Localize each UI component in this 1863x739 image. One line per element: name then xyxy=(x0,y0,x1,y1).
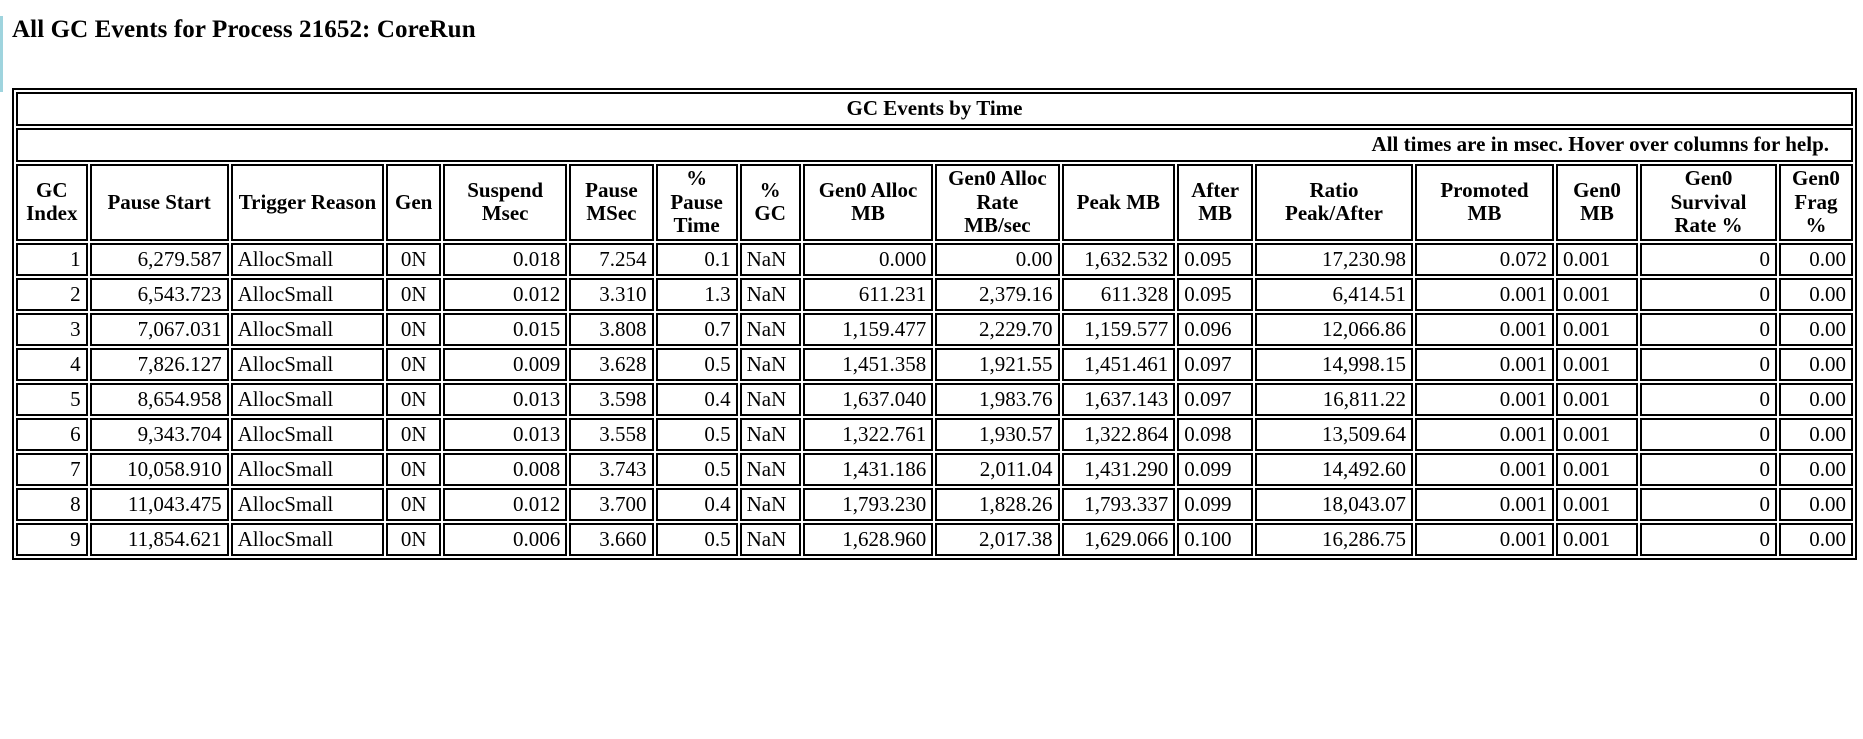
table-cell: 14,998.15 xyxy=(1255,348,1413,381)
table-cell: 0.013 xyxy=(443,383,567,416)
table-cell: 2 xyxy=(16,278,88,311)
column-header[interactable]: Gen xyxy=(386,164,441,241)
table-cell: NaN xyxy=(740,313,801,346)
table-cell: 0N xyxy=(386,243,441,276)
table-row[interactable] xyxy=(16,523,1853,556)
column-header[interactable]: % GC xyxy=(740,164,801,241)
table-cell: 0.012 xyxy=(443,278,567,311)
table-cell: 12,066.86 xyxy=(1255,313,1413,346)
table-cell: 7,826.127 xyxy=(90,348,229,381)
table-cell: 0.099 xyxy=(1177,453,1253,486)
table-cell: 0.001 xyxy=(1556,313,1638,346)
table-row[interactable] xyxy=(16,418,1853,451)
table-cell: 0.000 xyxy=(803,243,934,276)
table-cell: 2,011.04 xyxy=(935,453,1059,486)
column-header[interactable]: GC Index xyxy=(16,164,88,241)
table-cell: 5 xyxy=(16,383,88,416)
page-title: All GC Events for Process 21652: CoreRun xyxy=(12,16,476,43)
table-cell: 0.097 xyxy=(1177,383,1253,416)
table-cell: 14,492.60 xyxy=(1255,453,1413,486)
table-cell: 611.328 xyxy=(1062,278,1176,311)
table-cell: 0N xyxy=(386,453,441,486)
table-row[interactable] xyxy=(16,453,1853,486)
table-cell: 0.4 xyxy=(656,488,738,521)
table-cell: 0 xyxy=(1640,278,1777,311)
table-cell: 0 xyxy=(1640,383,1777,416)
table-cell: NaN xyxy=(740,488,801,521)
document-page xyxy=(0,16,1863,560)
table-cell: 2,229.70 xyxy=(935,313,1059,346)
table-cell: 1,159.577 xyxy=(1062,313,1176,346)
table-cell: 0.006 xyxy=(443,523,567,556)
table-cell: 1,921.55 xyxy=(935,348,1059,381)
table-banner-note: All times are in msec. Hover over columns for help. xyxy=(16,128,1853,162)
table-cell: 0N xyxy=(386,313,441,346)
table-cell: AllocSmall xyxy=(231,243,385,276)
table-cell: 1,793.337 xyxy=(1062,488,1176,521)
column-header[interactable]: Ratio Peak/After xyxy=(1255,164,1413,241)
table-cell: 1,322.864 xyxy=(1062,418,1176,451)
table-cell: 0N xyxy=(386,418,441,451)
column-header[interactable]: Pause Start xyxy=(90,164,229,241)
table-cell: 1 xyxy=(16,243,88,276)
table-cell: 0.001 xyxy=(1415,523,1554,556)
column-header[interactable]: % Pause Time xyxy=(656,164,738,241)
table-cell: 0.00 xyxy=(1779,453,1853,486)
table-cell: 0 xyxy=(1640,348,1777,381)
table-cell: 0.5 xyxy=(656,453,738,486)
table-cell: 0.1 xyxy=(656,243,738,276)
table-cell: 611.231 xyxy=(803,278,934,311)
table-cell: 0.018 xyxy=(443,243,567,276)
table-banner-note-row xyxy=(16,128,1853,162)
table-cell: 7,067.031 xyxy=(90,313,229,346)
table-cell: 1,637.040 xyxy=(803,383,934,416)
table-cell: NaN xyxy=(740,243,801,276)
column-header[interactable]: After MB xyxy=(1177,164,1253,241)
table-cell: 16,286.75 xyxy=(1255,523,1413,556)
table-cell: 0.5 xyxy=(656,418,738,451)
table-cell: 0.012 xyxy=(443,488,567,521)
table-row[interactable] xyxy=(16,488,1853,521)
table-cell: 9 xyxy=(16,523,88,556)
table-cell: 9,343.704 xyxy=(90,418,229,451)
table-cell: NaN xyxy=(740,453,801,486)
table-cell: 0.001 xyxy=(1415,348,1554,381)
table-cell: 6,279.587 xyxy=(90,243,229,276)
table-cell: AllocSmall xyxy=(231,278,385,311)
table-cell: 0.001 xyxy=(1556,523,1638,556)
gc-events-table xyxy=(12,88,1857,560)
table-cell: 1,629.066 xyxy=(1062,523,1176,556)
table-cell: 7.254 xyxy=(569,243,653,276)
table-cell: 0N xyxy=(386,488,441,521)
table-cell: 0.4 xyxy=(656,383,738,416)
column-header[interactable]: Promoted MB xyxy=(1415,164,1554,241)
table-cell: 0N xyxy=(386,278,441,311)
table-cell: 1,431.290 xyxy=(1062,453,1176,486)
table-cell: 0.00 xyxy=(1779,383,1853,416)
table-cell: 0.097 xyxy=(1177,348,1253,381)
table-cell: NaN xyxy=(740,418,801,451)
table-cell: 10,058.910 xyxy=(90,453,229,486)
table-head xyxy=(16,92,1853,241)
table-cell: 3.700 xyxy=(569,488,653,521)
table-cell: NaN xyxy=(740,348,801,381)
table-row[interactable] xyxy=(16,383,1853,416)
table-banner-title-row xyxy=(16,92,1853,126)
column-header[interactable]: Suspend Msec xyxy=(443,164,567,241)
table-cell: 11,043.475 xyxy=(90,488,229,521)
table-cell: 0.5 xyxy=(656,523,738,556)
table-cell: 0.7 xyxy=(656,313,738,346)
table-cell: 0.00 xyxy=(1779,278,1853,311)
table-cell: 1,431.186 xyxy=(803,453,934,486)
table-cell: 0N xyxy=(386,383,441,416)
table-cell: 1,322.761 xyxy=(803,418,934,451)
table-cell: 0.098 xyxy=(1177,418,1253,451)
table-cell: 6,414.51 xyxy=(1255,278,1413,311)
table-cell: 0.00 xyxy=(1779,523,1853,556)
column-header[interactable]: Pause MSec xyxy=(569,164,653,241)
table-cell: 3.558 xyxy=(569,418,653,451)
table-cell: 0.00 xyxy=(935,243,1059,276)
table-cell: 17,230.98 xyxy=(1255,243,1413,276)
table-cell: NaN xyxy=(740,523,801,556)
table-cell: 0.001 xyxy=(1556,383,1638,416)
table-cell: AllocSmall xyxy=(231,348,385,381)
table-cell: AllocSmall xyxy=(231,523,385,556)
table-cell: 0.001 xyxy=(1556,418,1638,451)
table-cell: 11,854.621 xyxy=(90,523,229,556)
table-cell: 6,543.723 xyxy=(90,278,229,311)
table-row[interactable] xyxy=(16,313,1853,346)
table-cell: 1.3 xyxy=(656,278,738,311)
table-header-row xyxy=(16,164,1853,241)
table-cell: 0 xyxy=(1640,523,1777,556)
table-cell: 16,811.22 xyxy=(1255,383,1413,416)
table-cell: 0.5 xyxy=(656,348,738,381)
table-cell: 1,632.532 xyxy=(1062,243,1176,276)
column-header[interactable]: Peak MB xyxy=(1062,164,1176,241)
table-cell: 3.598 xyxy=(569,383,653,416)
table-cell: 4 xyxy=(16,348,88,381)
table-cell: 2,017.38 xyxy=(935,523,1059,556)
table-cell: 0.001 xyxy=(1415,278,1554,311)
table-cell: 3.628 xyxy=(569,348,653,381)
table-cell: 2,379.16 xyxy=(935,278,1059,311)
table-cell: 0.001 xyxy=(1415,383,1554,416)
table-cell: AllocSmall xyxy=(231,453,385,486)
table-cell: 0.001 xyxy=(1556,243,1638,276)
column-header[interactable]: Gen0 Survival Rate % xyxy=(1640,164,1777,241)
table-cell: 3.310 xyxy=(569,278,653,311)
table-cell: 3.660 xyxy=(569,523,653,556)
table-cell: 0.015 xyxy=(443,313,567,346)
table-cell: AllocSmall xyxy=(231,383,385,416)
table-cell: AllocSmall xyxy=(231,313,385,346)
table-cell: 1,793.230 xyxy=(803,488,934,521)
table-cell: AllocSmall xyxy=(231,418,385,451)
table-cell: 0.00 xyxy=(1779,488,1853,521)
table-cell: 3 xyxy=(16,313,88,346)
table-cell: 0.100 xyxy=(1177,523,1253,556)
table-cell: 1,628.960 xyxy=(803,523,934,556)
table-cell: 1,637.143 xyxy=(1062,383,1176,416)
table-cell: 1,828.26 xyxy=(935,488,1059,521)
left-accent-rule xyxy=(0,16,3,92)
table-cell: 0.00 xyxy=(1779,313,1853,346)
table-cell: 1,930.57 xyxy=(935,418,1059,451)
table-row[interactable] xyxy=(16,243,1853,276)
table-cell: 1,451.461 xyxy=(1062,348,1176,381)
table-banner-title: GC Events by Time xyxy=(16,92,1853,126)
column-header[interactable]: Gen0 MB xyxy=(1556,164,1638,241)
table-cell: 0.001 xyxy=(1415,453,1554,486)
table-cell: 0.001 xyxy=(1415,418,1554,451)
column-header[interactable]: Gen0 Frag % xyxy=(1779,164,1853,241)
table-cell: 18,043.07 xyxy=(1255,488,1413,521)
table-row[interactable] xyxy=(16,278,1853,311)
table-row[interactable] xyxy=(16,348,1853,381)
table-cell: 0N xyxy=(386,523,441,556)
table-cell: 0.001 xyxy=(1415,313,1554,346)
table-cell: 0N xyxy=(386,348,441,381)
table-cell: 8,654.958 xyxy=(90,383,229,416)
table-cell: 7 xyxy=(16,453,88,486)
table-cell: 0.095 xyxy=(1177,278,1253,311)
gc-events-table-wrapper xyxy=(12,88,1857,560)
column-header[interactable]: Gen0 Alloc MB xyxy=(803,164,934,241)
table-cell: 0 xyxy=(1640,243,1777,276)
table-cell: 3.808 xyxy=(569,313,653,346)
table-cell: 0.095 xyxy=(1177,243,1253,276)
column-header[interactable]: Gen0 Alloc Rate MB/sec xyxy=(935,164,1059,241)
table-cell: 0.013 xyxy=(443,418,567,451)
table-cell: 0.072 xyxy=(1415,243,1554,276)
table-cell: 0 xyxy=(1640,453,1777,486)
table-cell: 0.008 xyxy=(443,453,567,486)
table-cell: 0.096 xyxy=(1177,313,1253,346)
table-body xyxy=(16,243,1853,556)
column-header[interactable]: Trigger Reason xyxy=(231,164,385,241)
table-cell: 1,159.477 xyxy=(803,313,934,346)
table-cell: 0 xyxy=(1640,418,1777,451)
table-cell: AllocSmall xyxy=(231,488,385,521)
table-cell: 0 xyxy=(1640,488,1777,521)
table-cell: 6 xyxy=(16,418,88,451)
table-cell: 0 xyxy=(1640,313,1777,346)
table-cell: 13,509.64 xyxy=(1255,418,1413,451)
table-cell: 0.001 xyxy=(1556,453,1638,486)
table-cell: 0.00 xyxy=(1779,348,1853,381)
table-cell: 3.743 xyxy=(569,453,653,486)
table-cell: 8 xyxy=(16,488,88,521)
table-cell: 0.001 xyxy=(1556,278,1638,311)
table-cell: 0.099 xyxy=(1177,488,1253,521)
table-cell: 0.00 xyxy=(1779,243,1853,276)
table-cell: 0.001 xyxy=(1556,488,1638,521)
table-cell: 0.001 xyxy=(1556,348,1638,381)
table-cell: NaN xyxy=(740,278,801,311)
table-cell: 1,983.76 xyxy=(935,383,1059,416)
table-cell: NaN xyxy=(740,383,801,416)
table-cell: 1,451.358 xyxy=(803,348,934,381)
table-cell: 0.001 xyxy=(1415,488,1554,521)
table-cell: 0.009 xyxy=(443,348,567,381)
table-cell: 0.00 xyxy=(1779,418,1853,451)
